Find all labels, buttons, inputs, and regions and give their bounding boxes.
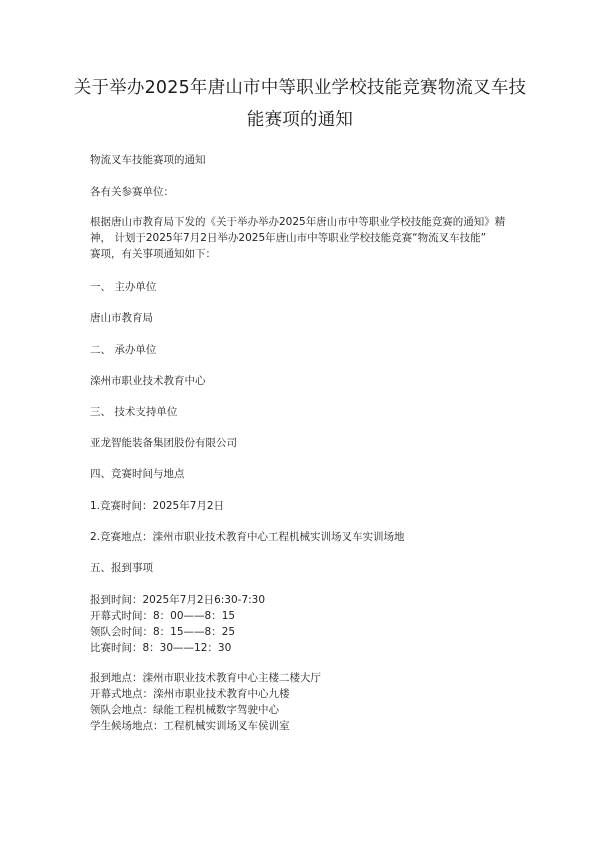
schedule-line: 报到时间：2025年7月2日6:30-7:30 [90,594,266,606]
section-heading-tech-support: 三、 技术支持单位 [90,406,178,418]
document-title [72,72,528,136]
salutation: 各有关参赛单位： [90,186,174,198]
title-line-2: 能赛项的通知 [246,110,354,130]
section-heading-host: 二、 承办单位 [90,344,157,356]
competition-time: 1.竞赛时间：2025年7月2日 [90,500,225,512]
intro-line: 神， 计划于2025年7月2日举办2025年唐山市中等职业学校技能竞赛“物流叉车技能” [90,232,487,244]
location-line: 学生候场地点：工程机械实训场叉车侯训室 [90,720,290,732]
location-line: 开幕式地点：滦州市职业技术教育中心九楼 [90,688,290,700]
schedule-block [90,592,520,656]
intro-paragraph [90,214,520,262]
location-line: 领队会地点：绿能工程机械数字驾驶中心 [90,704,279,716]
host-name: 滦州市职业技术教育中心 [90,375,206,387]
organizer-name: 唐山市教育局 [90,312,153,324]
section-heading-registration: 五、报到事项 [90,562,153,574]
section-heading-time-place: 四、竞赛时间与地点 [90,468,185,480]
title-line-1: 关于举办2025年唐山市中等职业学校技能竞赛物流叉车技 [73,78,527,98]
schedule-line: 比赛时间：8：30——12：30 [90,642,232,654]
locations-block [90,670,520,734]
competition-place: 2.竞赛地点：滦州市职业技术教育中心工程机械实训场叉车实训场地 [90,531,405,543]
tech-support-name: 亚龙智能装备集团股份有限公司 [90,437,237,449]
schedule-line: 领队会时间：8：15——8：25 [90,626,236,638]
location-line: 报到地点：滦州市职业技术教育中心主楼二楼大厅 [90,672,321,684]
notice-subtitle: 物流叉车技能赛项的通知 [90,154,206,166]
schedule-line: 开幕式时间：8：00——8：15 [90,610,236,622]
section-heading-organizer: 一、 主办单位 [90,281,157,293]
intro-line: 根据唐山市教育局下发的《关于举办举办2025年唐山市中等职业学校技能竞赛的通知》精 [90,216,506,228]
intro-line: 赛项，有关事项通知如下： [90,248,216,260]
